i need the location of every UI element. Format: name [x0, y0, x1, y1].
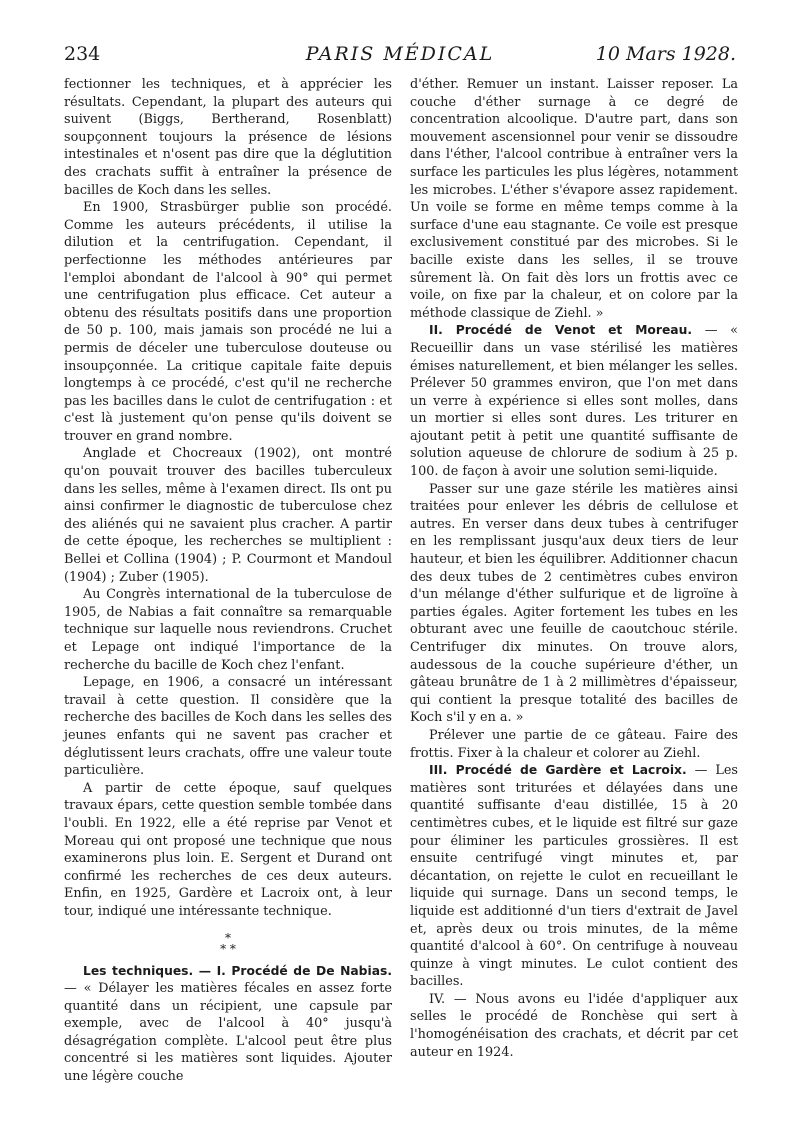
paragraph: fectionner les techniques, et à apprécier les résultats. Cependant, la plupart des auteurs qui suivent (Biggs, Bertherand, Rosenblatt) soupçonnent toujours la présence de lésions intestinales et n'osent pas dire que la déglutition des crachats suffit à entraîner la présence de bacilles de Koch dans les selles. — [64, 77, 392, 198]
section-separator — [64, 930, 392, 956]
section-paragraph — [64, 963, 392, 1086]
page-number: 234 — [64, 43, 101, 65]
issue-date: 10 Mars 1928. — [595, 43, 736, 65]
paragraph: IV. — Nous avons eu l'idée d'appliquer aux selles le procédé de Ronchèse qui sert à l'homogénéisation des crachats, et décrit par cet auteur en 1924. — [410, 991, 738, 1060]
section-heading: Les techniques. — I. Procédé de De Nabias. — [83, 963, 392, 978]
section-text: — Les matières sont triturées et délayées dans une quantité suffisante d'eau distillée, 15 à 20 centimètres cubes, et le liquide est filtré sur gaze pour éliminer les particules grossières. Il est ensuite centrifugé vingt minutes et, par décantation, on rejette le culot en recueillant le liquide qui surnage. Dans un second temps, le liquide est additionné d'un tiers d'extrait de Javel et, après deux ou trois minutes, de la même quantité d'alcool à 60°. On centrifuge à nouveau quinze à vingt minutes. Le culot contient des bacilles. — [410, 763, 738, 990]
section-text: — « Délayer les matières fécales en assez forte quantité dans un récipient, une capsule par exemple, avec de l'alcool à 40° jusqu'à désagrégation complète. L'alcool peut être plus concentré si les matières sont liquides. Ajouter une légère couche — [64, 981, 392, 1085]
separator-stars: * * — [220, 941, 236, 956]
right-column — [410, 76, 738, 1061]
section-text: — « Recueillir dans un vase stérilisé les matières émises naturellement, et bien mélanger les selles. Prélever 50 grammes environ, que l'on met dans un verre à expérience si elles sont molles, dans un mortier si elles sont dures. Les triturer en ajoutant petit à petit une quantité suffisante de solution aqueuse de chlorure de sodium à 25 p. 100. de façon à avoir une solution semi-liquide. — [410, 323, 738, 480]
paragraph: Anglade et Chocreaux (1902), ont montré qu'on pouvait trouver des bacilles tuberculeux dans les selles, même à l'examen direct. Ils ont pu ainsi confirmer le diagnostic de tuberculose chez des aliénés qui ne savaient plus cracher. A partir de cette époque, les recherches se multiplient : Bellei et Collina (1904) ; P. Courmont et Mandoul (1904) ; Zuber (1905). — [64, 446, 392, 585]
journal-title: PARIS MÉDICAL — [305, 43, 495, 65]
section-heading: III. Procédé de Gardère et Lacroix. — [429, 763, 687, 778]
section-paragraph — [410, 322, 738, 480]
paragraph: Lepage, en 1906, a consacré un intéressant travail à cette question. Il considère que la recherche des bacilles de Koch dans les selles des jeunes enfants qui ne savent pas cracher et déglutissent leurs crachats, offre une valeur toute particulière. — [64, 675, 392, 779]
paragraph: d'éther. Remuer un instant. Laisser reposer. La couche d'éther surnage à ce degré de concentration alcoolique. D'autre part, dans son mouvement ascensionnel pour venir se dissoudre dans l'éther, l'alcool contribue à entraîner vers la surface les particules les plus légères, notamment les microbes. L'éther s'évapore assez rapidement. Un voile se forme en même temps comme à la surface d'une eau stagnante. Ce voile est presque exclusivement constitué par des microbes. Si le bacille existe dans les selles, il se trouve sûrement là. On fait dès lors un frottis avec ce voile, on fixe par la chaleur, et on colore par la méthode classique de Ziehl. » — [410, 77, 738, 321]
page-header — [64, 43, 736, 67]
paragraph: Passer sur une gaze stérile les matières ainsi traitées pour enlever les débris de cellulose et autres. En verser dans deux tubes à centrifuger en les remplissant jusqu'aux deux tiers de leur hauteur, et bien les équilibrer. Additionner chacun des deux tubes de 2 centimètres cubes environ d'un mélange d'éther sulfurique et de ligroïne à parties égales. Agiter fortement les tubes en les obturant avec une feuille de caoutchouc stérile. Centrifuger dix minutes. On trouve alors, audessous de la couche supérieure d'éther, un gâteau brunâtre de 1 à 2 millimètres d'épaisseur, qui contient la presque totalité des bacilles de Koch s'il y en a. » — [410, 481, 738, 726]
section-heading: II. Procédé de Venot et Moreau. — [429, 323, 693, 338]
separator-star: * — [225, 930, 231, 945]
left-column — [64, 76, 392, 1086]
paragraph: En 1900, Strasbürger publie son procédé. Comme les auteurs précédents, il utilise la dilution et la centrifugation. Cependant, il perfectionne les méthodes antérieures par l'emploi abondant de l'alcool à 90° qui permet une centrifugation plus efficace. Cet auteur a obtenu des résultats positifs dans une proportion de 50 p. 100, mais jamais son procédé ne lui a permis de déceler une tuberculose douteuse ou insoupçonnée. La critique capitale faite depuis longtemps à ce procédé, c'est qu'il ne recherche pas les bacilles dans le culot de centrifugation : et c'est là justement qu'on pense qu'ils doivent se trouver en grand nombre. — [64, 200, 392, 444]
paragraph: Au Congrès international de la tuberculose de 1905, de Nabias a fait connaître sa remarquable technique sur laquelle nous reviendrons. Cruchet et Lepage ont indiqué l'importance de la recherche du bacille de Koch chez l'enfant. — [64, 587, 392, 673]
section-paragraph — [410, 762, 738, 991]
paragraph: Prélever une partie de ce gâteau. Faire des frottis. Fixer à la chaleur et colorer au Ziehl. — [410, 727, 738, 761]
paragraph: A partir de cette époque, sauf quelques travaux épars, cette question semble tombée dans l'oubli. En 1922, elle a été reprise par Venot et Moreau qui ont proposé une technique que nous examinerons plus loin. E. Sergent et Durand ont confirmé les recherches de ces deux auteurs. Enfin, en 1925, Gardère et Lacroix ont, à leur tour, indiqué une intéressante technique. — [64, 780, 392, 919]
